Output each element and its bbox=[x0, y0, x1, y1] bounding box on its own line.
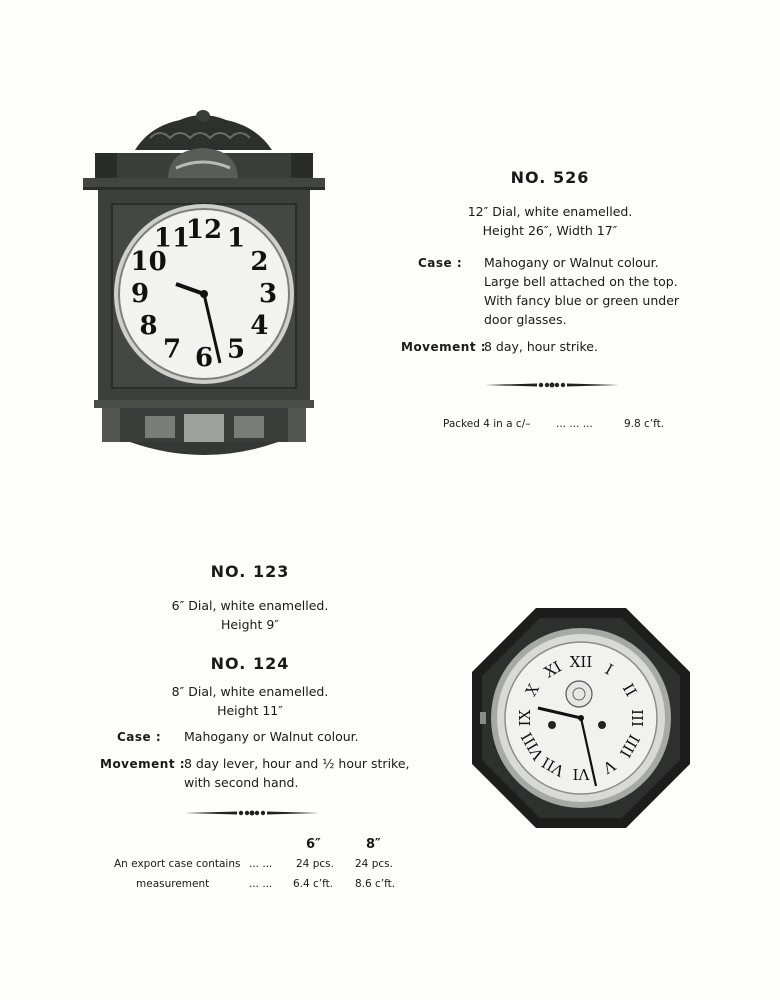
dial-numeral: 4 bbox=[250, 311, 269, 341]
movement-label-526: Movement : bbox=[401, 340, 487, 354]
movement-label-124: Movement : bbox=[100, 757, 186, 771]
dial-numeral: 2 bbox=[250, 247, 269, 277]
export-row-value-6: 6.4 c’ft. bbox=[293, 878, 334, 890]
export-col-header-8: 8″ bbox=[366, 837, 381, 852]
case-line-526-3: With fancy blue or green under bbox=[484, 293, 680, 308]
export-row-label: measurement bbox=[136, 878, 210, 890]
dial-numeral: VIII bbox=[517, 729, 548, 763]
case-line-526-1: Mahogany or Walnut colour. bbox=[484, 255, 659, 270]
export-row-dots: ... ... bbox=[249, 858, 273, 870]
dial-numeral: VII bbox=[538, 753, 568, 780]
packed-dots-526: ... ... ... bbox=[556, 418, 593, 430]
case-line-526-4: door glasses. bbox=[484, 312, 567, 327]
size-spec-526: Height 26″, Width 17″ bbox=[482, 223, 618, 238]
export-row-value-8: 8.6 c’ft. bbox=[355, 878, 396, 890]
dial-numeral: 1 bbox=[226, 223, 246, 254]
dial-numeral: 12 bbox=[185, 215, 223, 245]
dial-numeral: VI bbox=[572, 765, 590, 783]
export-col-header-6: 6″ bbox=[306, 837, 321, 852]
export-row-label: An export case contains bbox=[114, 858, 241, 870]
dial-numeral: 7 bbox=[162, 334, 182, 365]
dial-numeral: 9 bbox=[130, 279, 150, 309]
movement-line-124-2: with second hand. bbox=[184, 775, 299, 790]
dial-spec-123: 6″ Dial, white enamelled. bbox=[171, 598, 329, 613]
dial-spec-526: 12″ Dial, white enamelled. bbox=[467, 204, 633, 219]
wall-clock-526-illustration bbox=[80, 108, 328, 466]
dial-numeral: 10 bbox=[130, 247, 167, 277]
case-124: Mahogany or Walnut colour. bbox=[184, 729, 359, 744]
case-line-526-2: Large bell attached on the top. bbox=[484, 274, 678, 289]
dial-numeral: 5 bbox=[226, 334, 246, 365]
packed-label-526: Packed 4 in a c/– bbox=[443, 418, 531, 430]
ornamental-divider-icon bbox=[185, 808, 319, 818]
export-row-dots: ... ... bbox=[249, 878, 273, 890]
dial-numeral: 11 bbox=[153, 223, 191, 254]
dial-numeral: 3 bbox=[258, 279, 278, 309]
dial-numeral: V bbox=[599, 755, 619, 778]
dial-numeral: 6 bbox=[194, 343, 214, 373]
dial-numeral: XI bbox=[541, 657, 565, 682]
export-row-value-8: 24 pcs. bbox=[355, 858, 393, 870]
case-label-526: Case : bbox=[418, 256, 463, 270]
dial-numeral: 8 bbox=[139, 311, 158, 341]
dial-spec-124: 8″ Dial, white enamelled. bbox=[171, 684, 329, 699]
dial-numeral: IX bbox=[516, 709, 534, 727]
height-spec-123: Height 9″ bbox=[221, 617, 279, 632]
dial-numeral: I bbox=[601, 660, 617, 679]
case-label-124: Case : bbox=[117, 730, 162, 744]
title-no-526: NO. 526 bbox=[510, 168, 590, 187]
title-no-123: NO. 123 bbox=[210, 562, 290, 581]
height-spec-124: Height 11″ bbox=[217, 703, 283, 718]
packed-value-526: 9.8 c’ft. bbox=[624, 418, 665, 430]
dial-numeral: X bbox=[522, 680, 543, 700]
dial-numeral: XII bbox=[569, 653, 593, 671]
export-row-value-6: 24 pcs. bbox=[296, 858, 334, 870]
dial-numeral: III bbox=[628, 709, 646, 727]
title-no-124: NO. 124 bbox=[210, 654, 290, 673]
movement-line-124-1: 8 day lever, hour and ½ hour strike, bbox=[184, 756, 410, 771]
dial-numeral: IIII bbox=[615, 731, 644, 761]
dial-numeral: II bbox=[618, 680, 641, 700]
octagon-clock-124-illustration bbox=[472, 608, 690, 828]
ornamental-divider-icon bbox=[485, 380, 619, 390]
movement-526: 8 day, hour strike. bbox=[484, 339, 598, 354]
